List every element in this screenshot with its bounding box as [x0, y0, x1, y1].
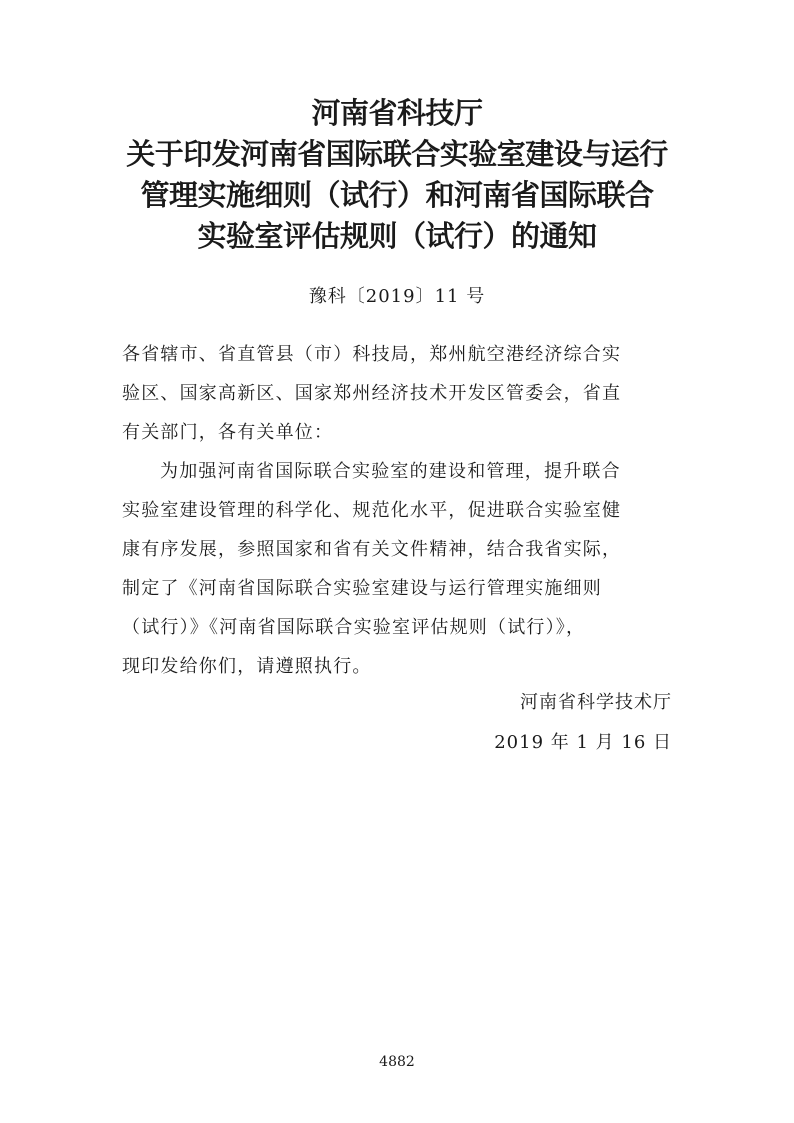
paragraph-line: 制定了《河南省国际联合实验室建设与运行管理实施细则	[122, 578, 602, 599]
title-line: 关于印发河南省国际联合实验室建设与运行	[126, 137, 668, 171]
salutation-line: 有关部门，各有关单位：	[122, 422, 334, 443]
body-paragraph	[122, 452, 674, 686]
salutation	[122, 335, 674, 452]
paragraph-line: （试行）》《河南省国际联合实验室评估规则（试行）》，	[122, 617, 586, 638]
signature-organization: 河南省科学技术厅	[520, 692, 672, 713]
salutation-line: 各省辖市、省直管县（市）科技局，郑州航空港经济综合实	[122, 344, 622, 365]
paragraph-line: 为加强河南省国际联合实验室的建设和管理，提升联合	[160, 461, 621, 482]
title-line: 河南省科技厅	[311, 96, 483, 130]
page-number: 4882	[379, 1054, 415, 1070]
title-line: 实验室评估规则（试行）的通知	[197, 219, 597, 253]
paragraph-line: 康有序发展，参照国家和省有关文件精神，结合我省实际，	[122, 539, 622, 560]
salutation-line: 验区、国家高新区、国家郑州经济技术开发区管委会，省直	[122, 383, 622, 404]
title-line: 管理实施细则（试行）和河南省国际联合	[140, 178, 654, 212]
document-title	[97, 93, 697, 257]
paragraph-line: 实验室建设管理的科学化、规范化水平，促进联合实验室健	[122, 500, 622, 521]
document-number: 豫科〔2019〕11 号	[308, 286, 486, 307]
signature-date: 2019 年 1 月 16 日	[494, 732, 672, 753]
paragraph-line: 现印发给你们，请遵照执行。	[122, 656, 372, 677]
